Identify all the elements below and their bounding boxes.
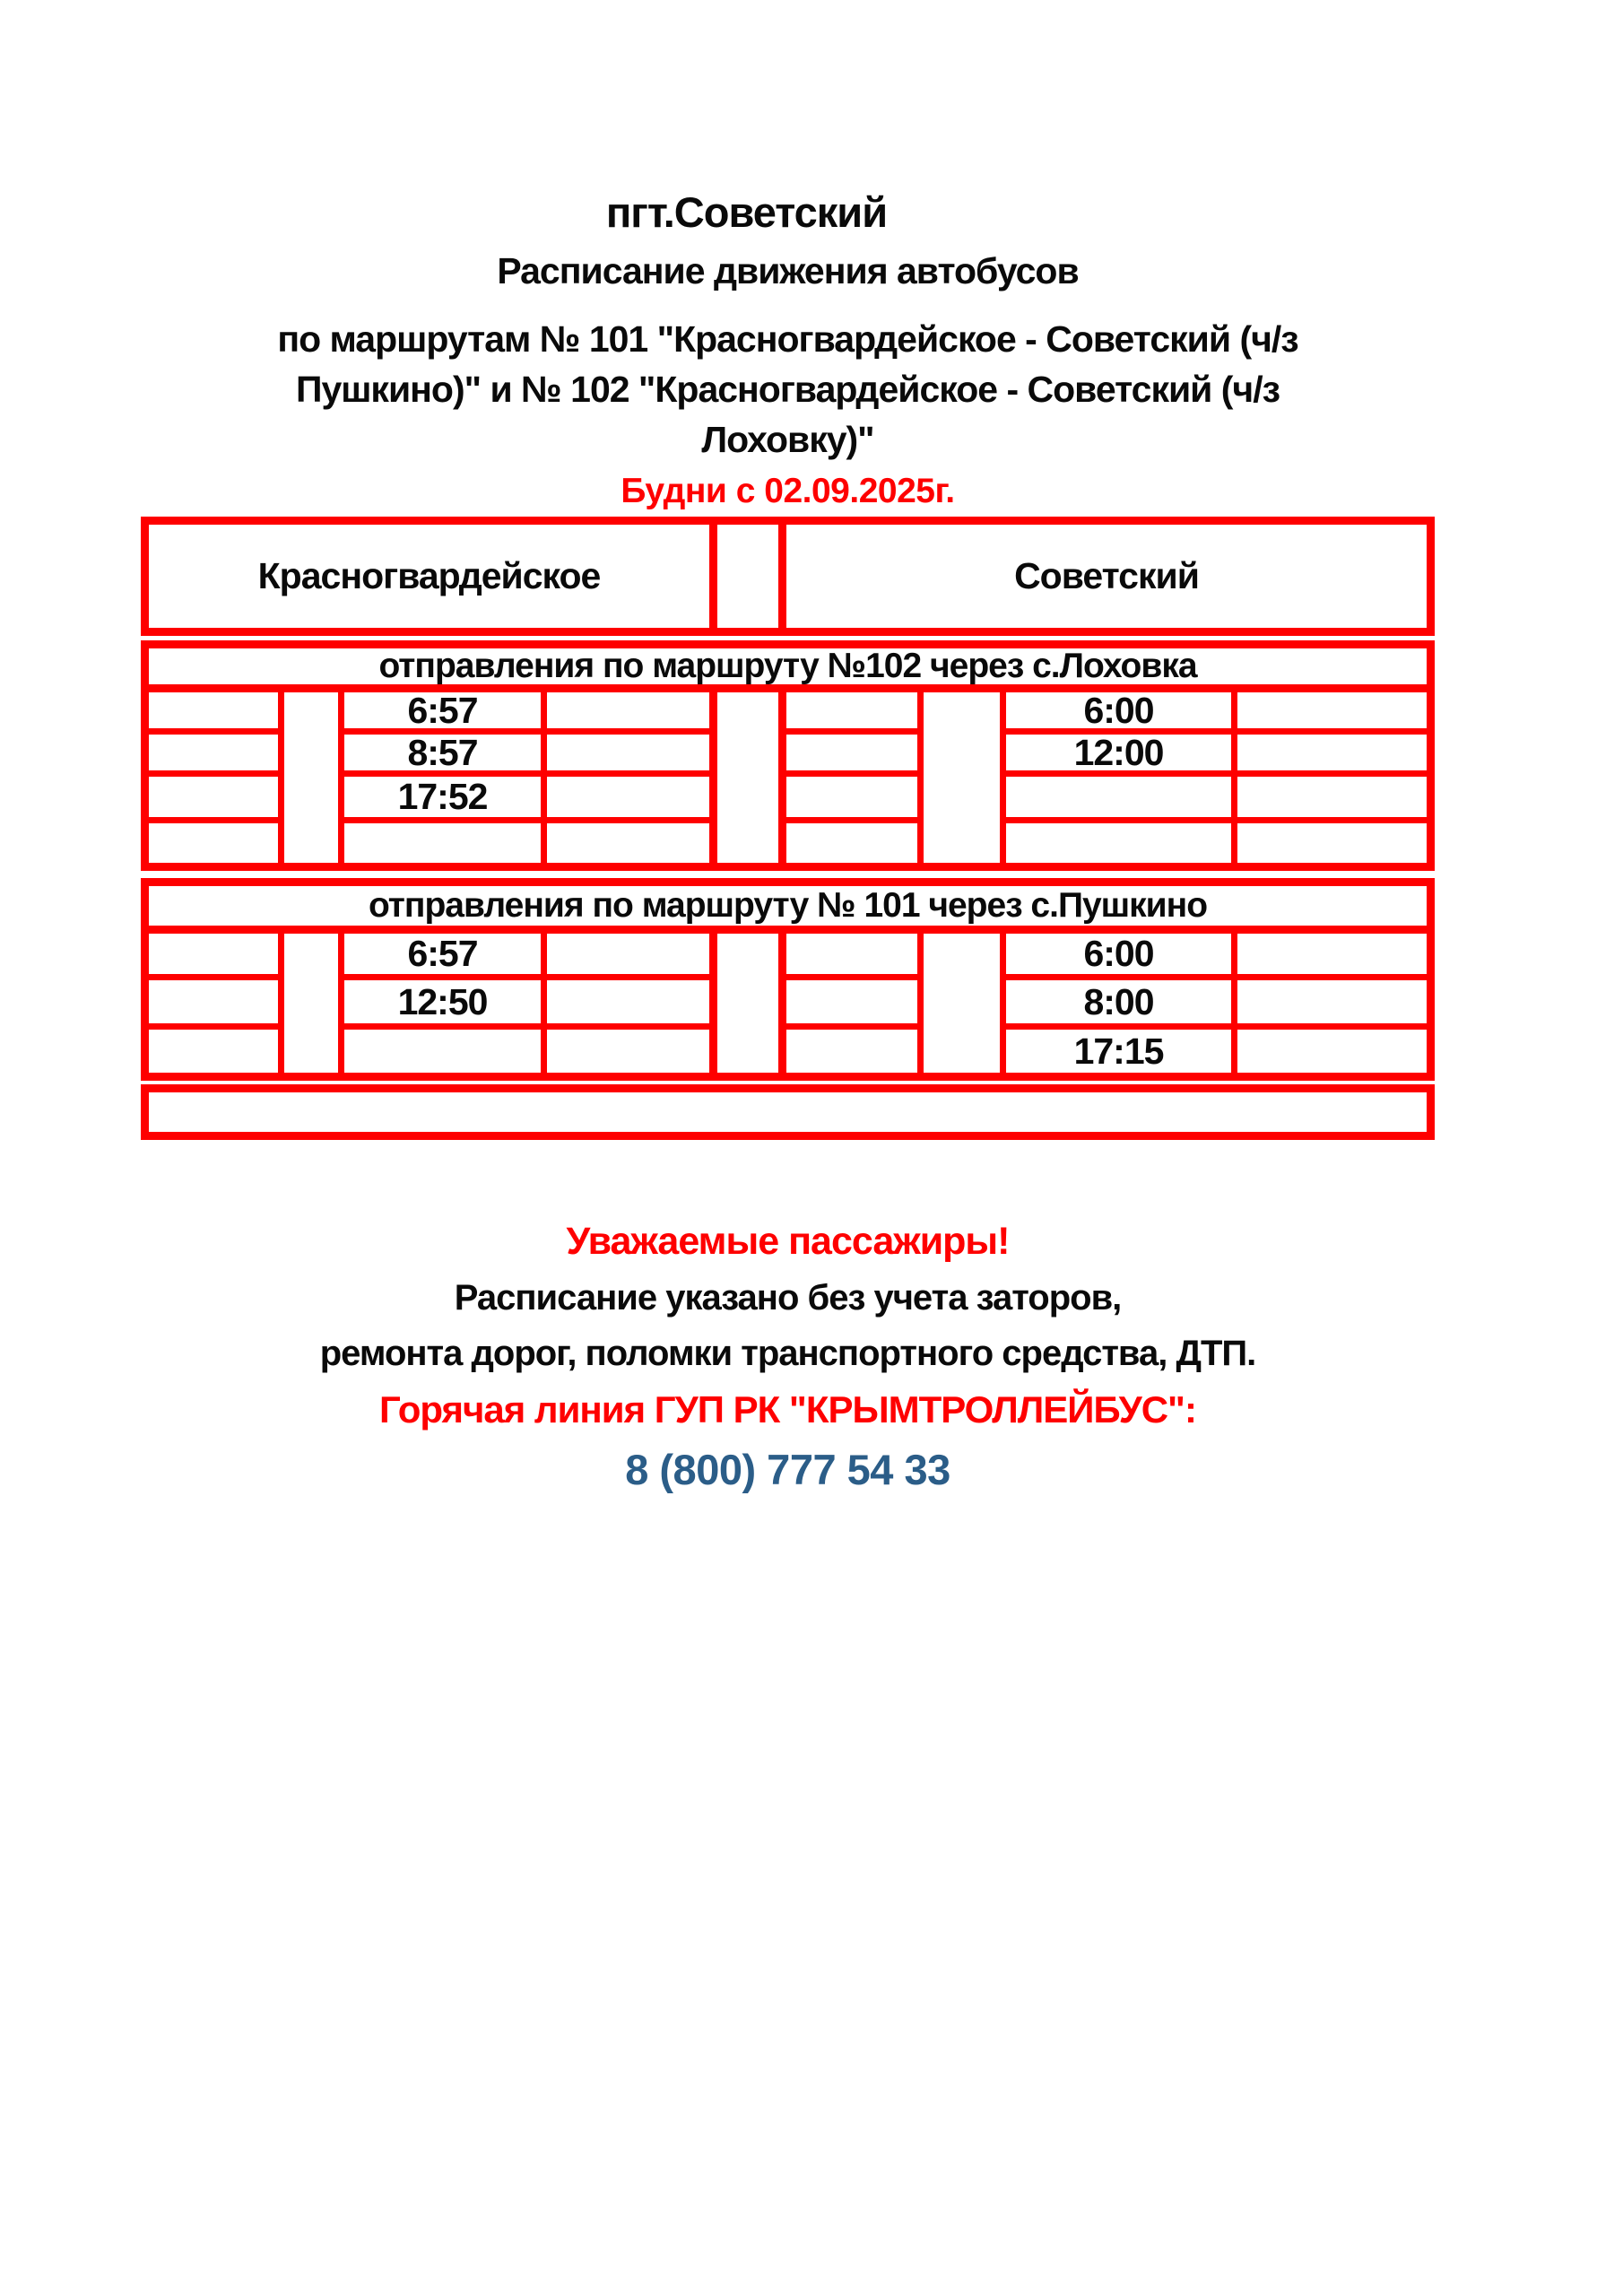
empty-cell — [1237, 735, 1427, 770]
time-cell-arrival: 6:00 — [1006, 692, 1231, 728]
time-cell-arrival: 8:00 — [1006, 980, 1231, 1023]
table-header-row — [141, 517, 1435, 636]
phone-number: 8 (800) 777 54 33 — [625, 1446, 950, 1493]
time-cell-departure: 6:57 — [344, 934, 541, 974]
empty-cell — [786, 777, 917, 817]
note-line: ремонта дорог, поломки транспортного средства, ДТП. — [319, 1334, 1256, 1373]
table-row — [149, 823, 1427, 863]
validity-note: Будни с 02.09.2025г. — [621, 472, 955, 510]
empty-cell — [1237, 777, 1427, 817]
empty-cell — [149, 980, 278, 1023]
empty-cell — [1237, 823, 1427, 863]
route-description — [141, 314, 1435, 465]
empty-cell — [547, 934, 709, 974]
empty-cell — [786, 980, 917, 1023]
empty-cell — [149, 735, 278, 770]
divider — [778, 525, 786, 628]
empty-cell — [1237, 980, 1427, 1023]
merged-strip — [924, 692, 1000, 863]
section-102-grid — [149, 689, 1427, 863]
section-102 — [141, 640, 1435, 871]
empty-cell — [149, 823, 278, 863]
time-cell-departure — [344, 1030, 541, 1073]
merged-strip — [284, 692, 338, 863]
section-101 — [141, 878, 1435, 1081]
time-cell-departure — [344, 823, 541, 863]
empty-cell — [149, 934, 278, 974]
header-cell-arrival: Советский — [786, 525, 1427, 628]
header-separator-cell — [717, 525, 778, 628]
empty-cell — [547, 777, 709, 817]
merged-strip — [284, 934, 338, 1073]
section-title-102: отправления по маршруту №102 через с.Лоховка — [149, 648, 1427, 684]
route-line: Лоховку)" — [701, 419, 874, 460]
time-cell-arrival: 17:15 — [1006, 1030, 1231, 1073]
hotline-label: Горячая линия ГУП РК "КРЫМТРОЛЛЕЙБУС": — [379, 1388, 1196, 1431]
empty-cell — [547, 823, 709, 863]
table-row — [149, 777, 1427, 817]
table-row — [149, 689, 1427, 731]
page-title: пгт.Советский — [605, 188, 888, 236]
time-cell-arrival: 6:00 — [1006, 934, 1231, 974]
page-subtitle: Расписание движения автобусов — [497, 250, 1079, 291]
empty-cell — [786, 1030, 917, 1073]
empty-cell — [547, 980, 709, 1023]
table-row — [149, 934, 1427, 974]
table-row — [149, 1030, 1427, 1073]
empty-cell — [1237, 1030, 1427, 1073]
empty-cell — [1237, 934, 1427, 974]
time-cell-arrival — [1006, 777, 1231, 817]
time-cell-departure: 17:52 — [344, 777, 541, 817]
empty-cell — [149, 692, 278, 728]
empty-cell — [547, 1030, 709, 1073]
time-cell-departure: 8:57 — [344, 735, 541, 770]
table-row — [149, 731, 1427, 773]
empty-cell — [786, 735, 917, 770]
header-cell-departure: Красногвардейское — [149, 525, 709, 628]
bottom-empty-band — [141, 1084, 1435, 1140]
center-separator-strip — [717, 934, 778, 1073]
schedule-table — [141, 517, 1435, 1140]
section-title-101: отправления по маршруту № 101 через с.Пушкино — [149, 886, 1427, 926]
section-101-grid — [149, 934, 1427, 1073]
footer-notice — [141, 1219, 1435, 1494]
empty-cell — [786, 934, 917, 974]
empty-cell — [547, 735, 709, 770]
empty-cell — [1237, 692, 1427, 728]
divider — [709, 525, 717, 628]
empty-cell — [149, 1092, 1427, 1132]
route-line: Пушкино)" и № 102 "Красногвардейское - Советский (ч/з — [295, 369, 1280, 410]
time-cell-arrival — [1006, 823, 1231, 863]
empty-cell — [149, 1030, 278, 1073]
merged-strip — [924, 934, 1000, 1073]
empty-cell — [786, 692, 917, 728]
table-row — [149, 980, 1427, 1023]
empty-cell — [547, 692, 709, 728]
footer-heading: Уважаемые пассажиры! — [566, 1220, 1010, 1263]
time-cell-departure: 12:50 — [344, 980, 541, 1023]
time-cell-departure: 6:57 — [344, 692, 541, 728]
route-line: по маршрутам № 101 "Красногвардейское - Советский (ч/з — [277, 318, 1298, 360]
note-line: Расписание указано без учета заторов, — [454, 1278, 1122, 1318]
center-separator-strip — [717, 692, 778, 863]
empty-cell — [149, 777, 278, 817]
time-cell-arrival: 12:00 — [1006, 735, 1231, 770]
empty-cell — [786, 823, 917, 863]
